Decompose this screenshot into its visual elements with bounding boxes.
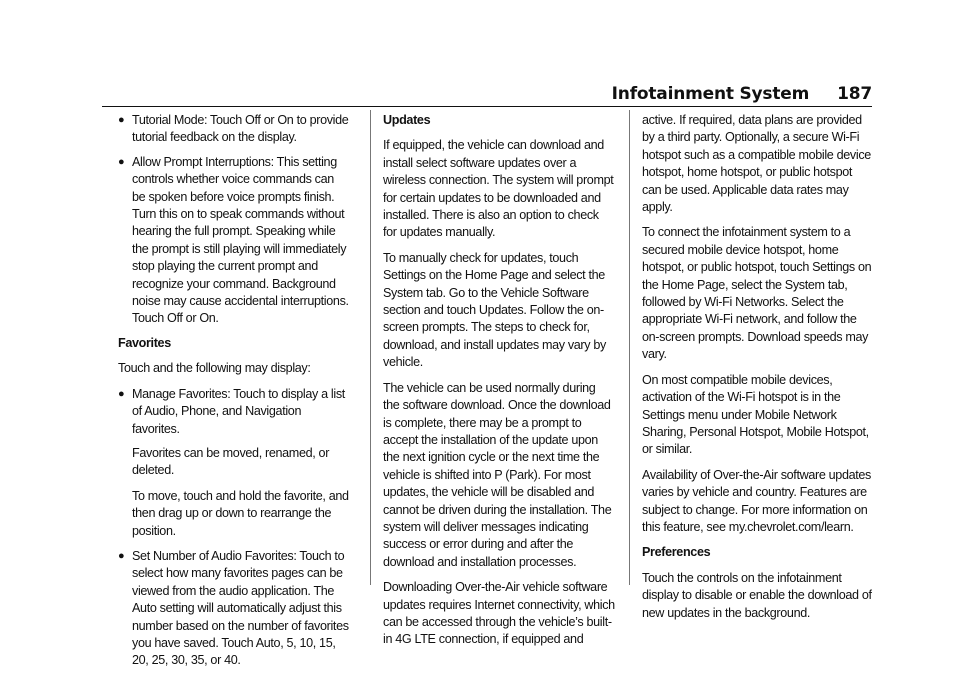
bullet-text: Tutorial Mode: Touch Off or On to provide tutorial feedback on the display. xyxy=(132,113,349,145)
paragraph: Downloading Over-the-Air vehicle software updates requires Internet connectivity, which can be accessed through the vehicle’s built-in 4G LTE connection, if equipped and xyxy=(383,580,615,647)
page-number: 187 xyxy=(837,84,872,104)
preferences-heading: Preferences xyxy=(642,545,711,560)
favorites-heading: Favorites xyxy=(118,335,171,350)
bullet-text: Manage Favorites: Touch to display a list of Audio, Phone, and Navigation favorites. xyxy=(132,386,345,436)
column-1 xyxy=(118,112,350,677)
paragraph: To connect the infotainment system to a secured mobile device hotspot, home hotspot, or public hotspot, touch Settings on the Home Page, select the System tab, followed by Wi-Fi Networks. Select the appropriate Wi-Fi network, and follow the on-screen prompts. Download speeds may vary. xyxy=(642,225,872,362)
updates-heading: Updates xyxy=(383,113,431,127)
column-divider xyxy=(370,110,371,585)
bullet-icon: ● xyxy=(118,155,125,168)
section-title: Infotainment System xyxy=(611,84,810,104)
column-divider xyxy=(629,110,630,585)
paragraph: If equipped, the vehicle can download and install select software updates over a wireless connection. The system will prompt for certain updates to be downloaded and installed. There is also an option to check for updates manually. xyxy=(383,138,614,240)
column-2 xyxy=(383,112,615,657)
paragraph: On most compatible mobile devices, activation of the Wi-Fi hotspot is in the Settings menu under Mobile Network Sharing, Personal Hotspot, Mobile Hotspot, or similar. xyxy=(642,372,869,457)
sub-paragraph: Favorites can be moved, renamed, or deleted. xyxy=(132,445,330,478)
bullet-icon: ● xyxy=(118,387,125,400)
list-item xyxy=(118,112,350,147)
bullet-text: Set Number of Audio Favorites: Touch to select how many favorites pages can be viewed from the audio application. The Auto setting will automatically adjust this number based on the number of favorites you have saved. Touch Auto, 5, 10, 15, 20, 25, 30, 35, or 40. xyxy=(132,548,349,668)
list-item xyxy=(118,154,350,328)
list-item xyxy=(118,386,350,438)
favorites-intro: Touch and the following may display: xyxy=(118,361,311,376)
paragraph: Touch the controls on the infotainment display to disable or enable the download of new updates in the background. xyxy=(642,570,872,620)
bullet-icon: ● xyxy=(118,549,125,562)
paragraph: Availability of Over-the-Air software updates varies by vehicle and country. Features are subject to change. For more information on this feature, see my.chevrolet.com/learn. xyxy=(642,467,872,534)
sub-paragraph: To move, touch and hold the favorite, and then drag up or down to rearrange the position. xyxy=(132,488,349,538)
list-item xyxy=(118,548,350,670)
paragraph: active. If required, data plans are provided by a third party. Optionally, a secure Wi-Fi hotspot such as a compatible mobile device hotspot, home hotspot, or public hotspot can be used. Applicable data rates may apply. xyxy=(642,113,871,215)
paragraph: The vehicle can be used normally during the software download. Once the download is complete, there may be a prompt to accept the installation of the update upon the next ignition cycle or the next time the vehicle is shifted into P (Park). For most updates, the vehicle will be disabled and cannot be driven during the installation. The system will deliver messages indicating success or error during and after the download and installation processes. xyxy=(383,380,612,569)
page-header xyxy=(612,84,872,104)
paragraph: To manually check for updates, touch Settings on the Home Page and select the System tab. Go to the Vehicle Software section and touch Updates. Follow the on-screen prompts. The steps to check for, download, and install updates may vary by vehicle. xyxy=(383,250,606,370)
column-3 xyxy=(642,112,874,630)
header-rule xyxy=(102,106,872,107)
bullet-text: Allow Prompt Interruptions: This setting controls whether voice commands can be spoken before voice prompts finish. Turn this on to speak commands without hearing the full prompt. Speaking while the prompt is still playing will immediately stop playing the current prompt and recognize your command. Background noise may cause accidental interruptions. Touch Off or On. xyxy=(132,154,349,326)
bullet-icon: ● xyxy=(118,114,125,126)
